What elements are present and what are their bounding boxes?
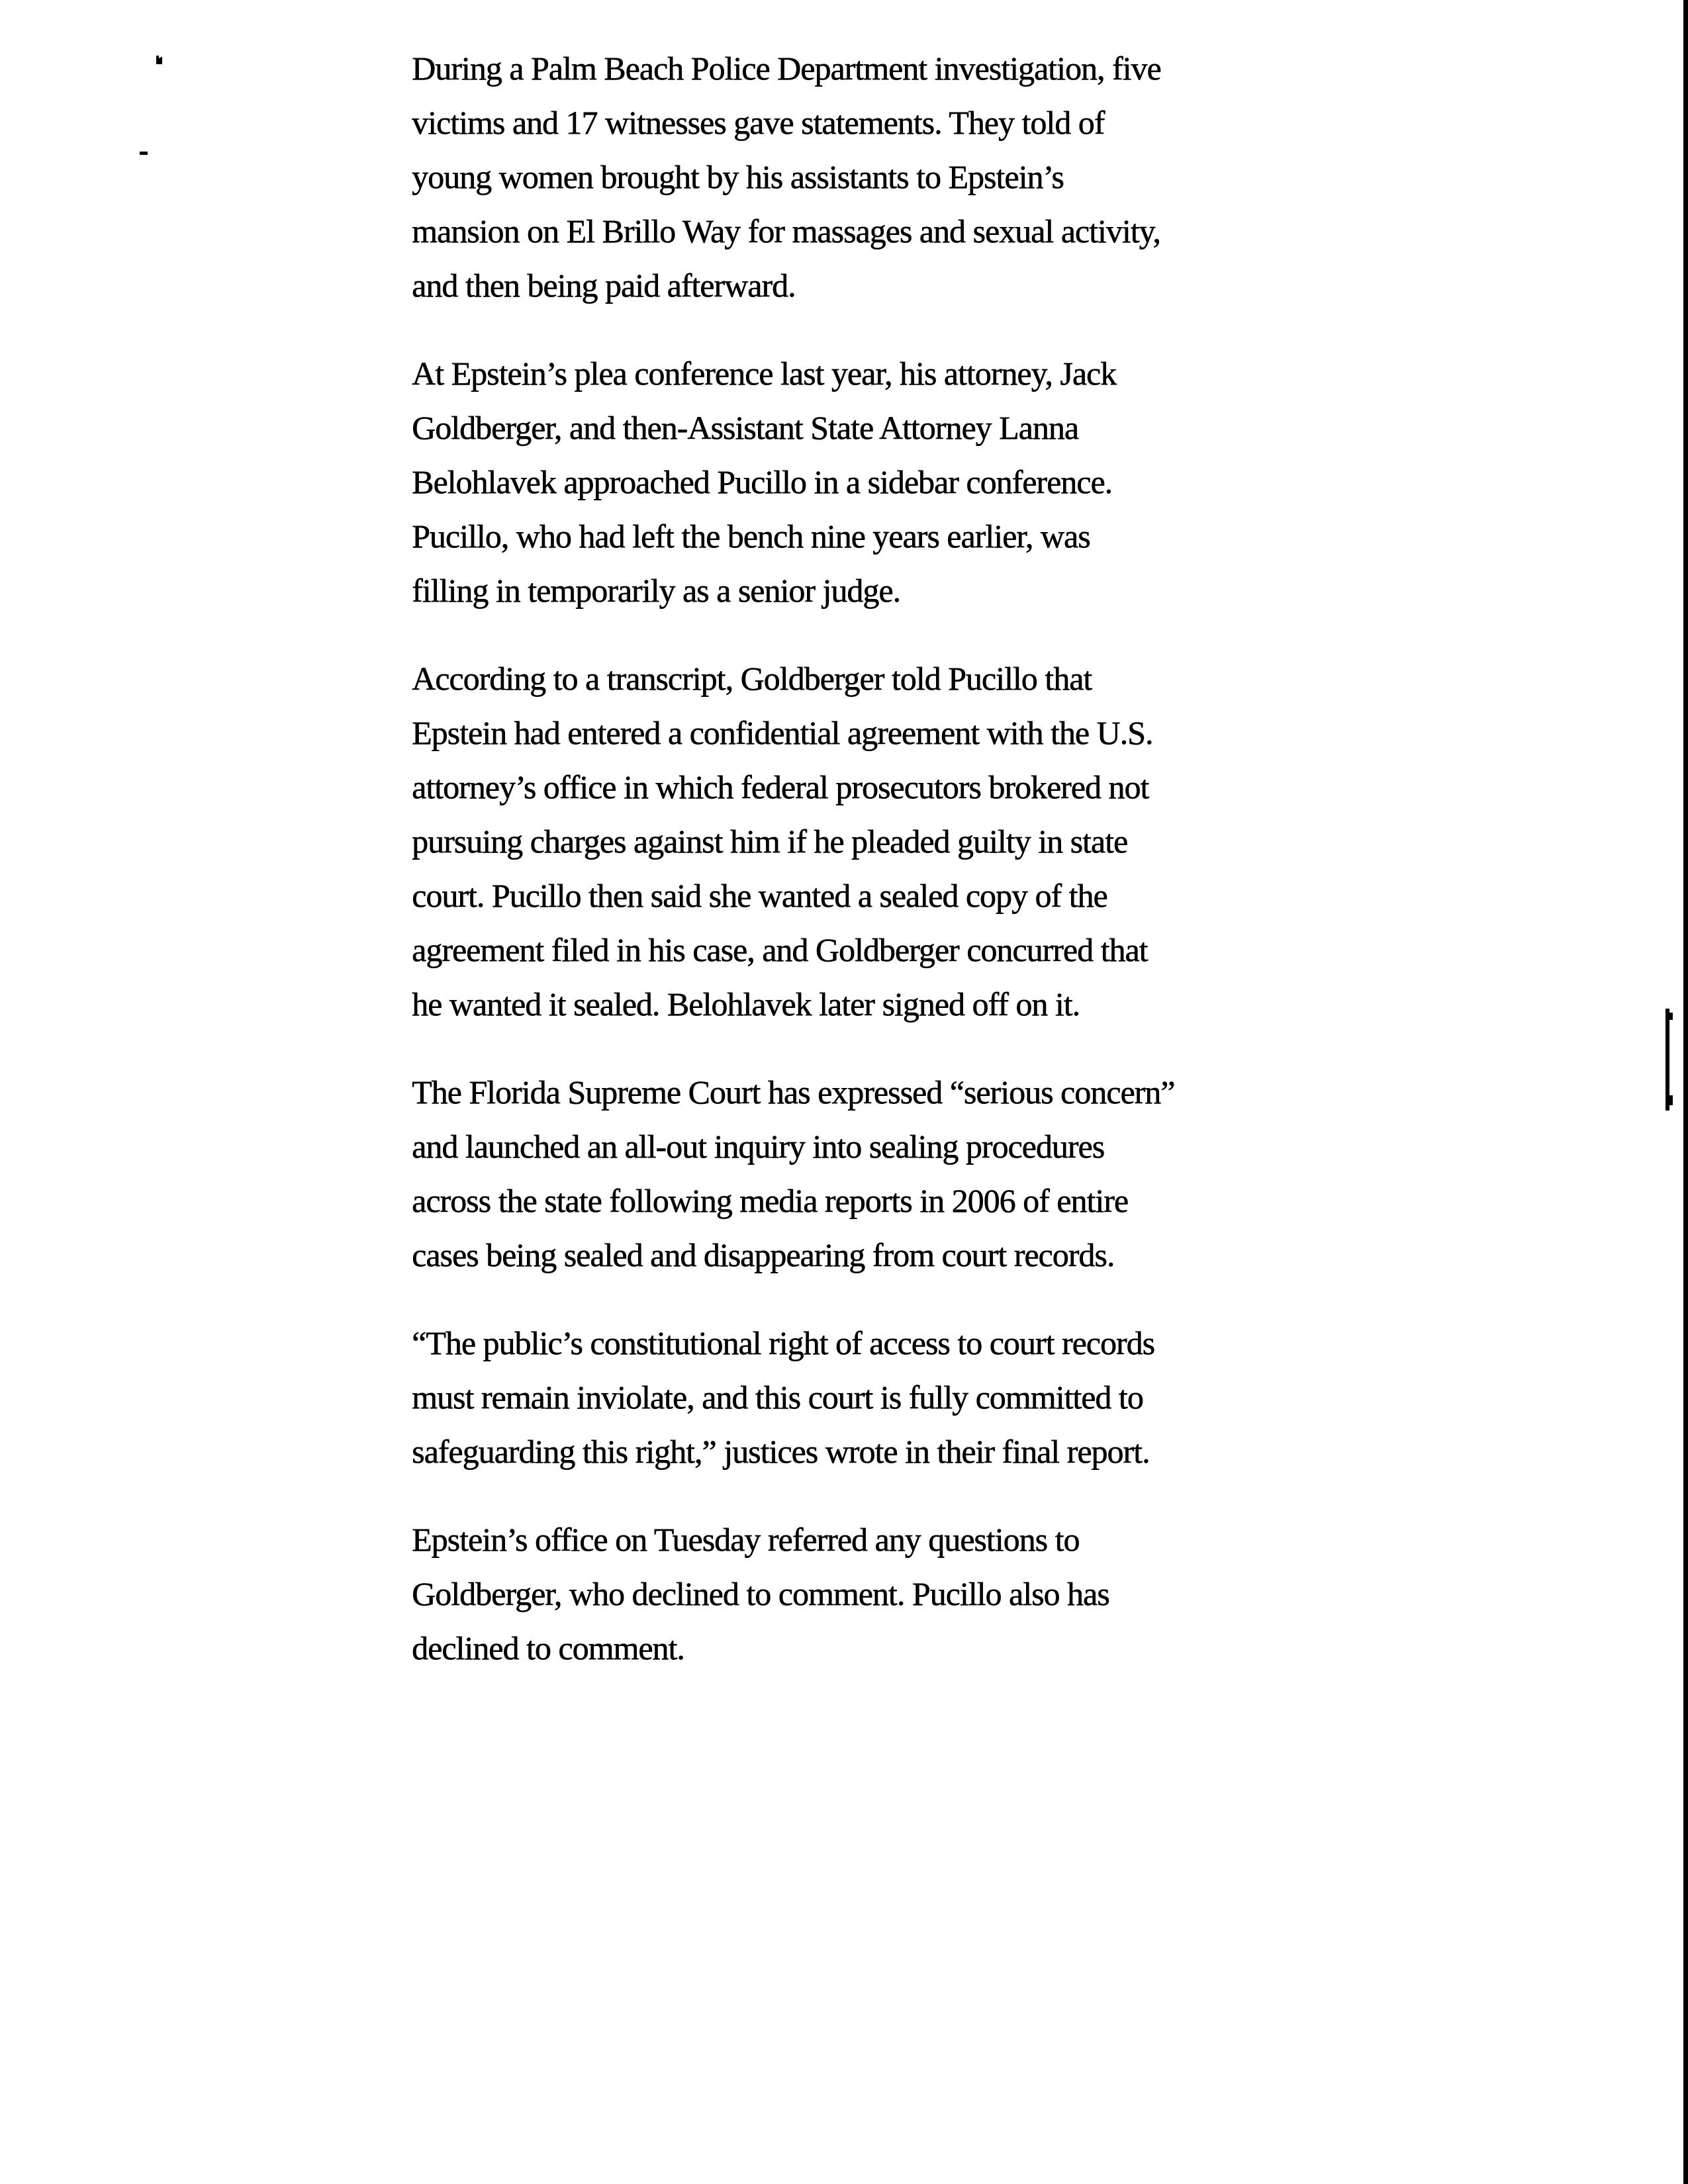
scan-speck-mark <box>156 56 162 64</box>
text-line: filling in temporarily as a senior judge. <box>412 572 900 609</box>
text-line: “The public’s constitutional right of access to court records <box>412 1324 1154 1361</box>
text-line: young women brought by his assistants to Epstein’s <box>412 158 1064 195</box>
text-line: Pucillo, who had left the bench nine years earlier, was <box>412 518 1090 555</box>
text-line: safeguarding this right,” justices wrote in their final report. <box>412 1433 1150 1470</box>
text-line: cases being sealed and disappearing from court records. <box>412 1236 1115 1273</box>
scan-vertical-line-mark <box>1665 1009 1669 1111</box>
paragraph-plea-conference <box>412 346 1299 617</box>
text-line: victims and 17 witnesses gave statements. They told of <box>412 104 1105 141</box>
text-line: and then being paid afterward. <box>412 267 796 304</box>
text-line: declined to comment. <box>412 1629 684 1666</box>
scan-edge-strip <box>1683 0 1688 2184</box>
paragraph-justices-quote <box>412 1316 1299 1479</box>
paragraph-transcript-agreement <box>412 651 1299 1031</box>
scan-dash-mark <box>140 152 148 155</box>
text-line: and launched an all-out inquiry into sealing procedures <box>412 1128 1105 1165</box>
text-line: he wanted it sealed. Belohlavek later signed off on it. <box>412 985 1080 1023</box>
text-line: Belohlavek approached Pucillo in a sidebar conference. <box>412 463 1113 500</box>
paragraph-supreme-court-inquiry <box>412 1065 1299 1282</box>
text-line: attorney’s office in which federal prosecutors brokered not <box>412 768 1149 805</box>
article-body <box>412 41 1299 1675</box>
paragraph-declined-comment <box>412 1512 1299 1675</box>
text-line: The Florida Supreme Court has expressed “serious concern” <box>412 1073 1175 1111</box>
text-line: Epstein had entered a confidential agreement with the U.S. <box>412 714 1153 751</box>
text-line: mansion on El Brillo Way for massages and sexual activity, <box>412 212 1160 250</box>
text-line: During a Palm Beach Police Department investigation, five <box>412 50 1161 87</box>
text-line: According to a transcript, Goldberger told Pucillo that <box>412 660 1092 697</box>
text-line: across the state following media reports in 2006 of entire <box>412 1182 1128 1219</box>
text-line: pursuing charges against him if he pleaded guilty in state <box>412 823 1128 860</box>
text-line: Goldberger, and then-Assistant State Attorney Lanna <box>412 409 1078 446</box>
text-line: Goldberger, who declined to comment. Pucillo also has <box>412 1575 1109 1612</box>
text-line: must remain inviolate, and this court is fully committed to <box>412 1379 1143 1416</box>
text-line: agreement filed in his case, and Goldberger concurred that <box>412 931 1148 968</box>
text-line: At Epstein’s plea conference last year, his attorney, Jack <box>412 355 1117 392</box>
text-line: Epstein’s office on Tuesday referred any questions to <box>412 1521 1080 1558</box>
paragraph-police-investigation <box>412 41 1299 312</box>
text-line: court. Pucillo then said she wanted a sealed copy of the <box>412 877 1107 914</box>
